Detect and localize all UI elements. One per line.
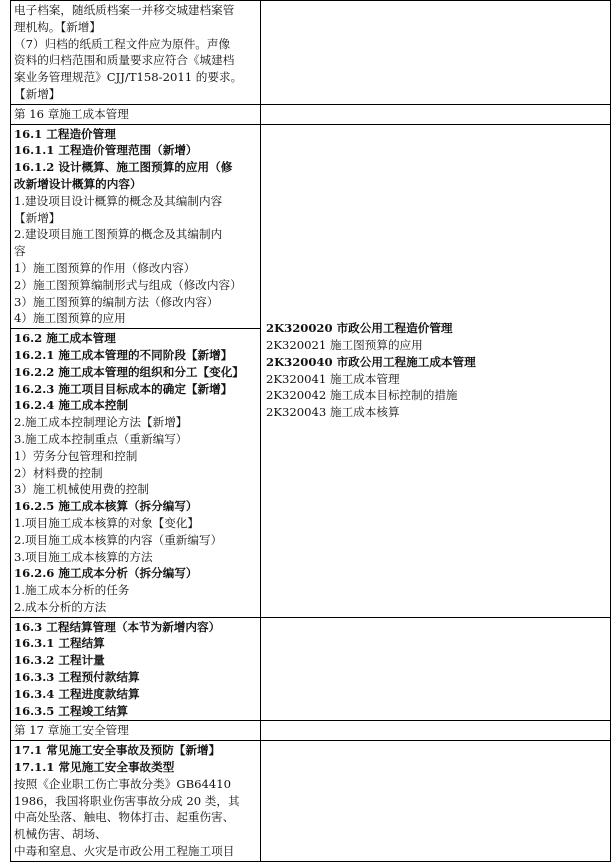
table-row-chapter-17 — [11, 721, 611, 741]
text-line: 16.2.6 施工成本分析（拆分编写） — [14, 566, 198, 581]
code-line: 2K320042 施工成本目标控制的措施 — [266, 388, 458, 403]
text-line: 16.3.3 工程预付款结算 — [14, 670, 140, 685]
text-line: 理机构。【新增】 — [14, 19, 101, 34]
table-row-intro — [11, 1, 611, 105]
text-line: 16.2.4 施工成本控制 — [14, 398, 128, 413]
text-line: 中毒和窒息、火灾是市政公用工程施工项目 — [14, 844, 235, 859]
text-line: 1.建设项目设计概算的概念及其编制内容 — [14, 193, 223, 208]
table-row-section-16-1 — [11, 124, 611, 329]
text-line: 1.项目施工成本核算的对象【变化】 — [14, 515, 199, 530]
text-line: 改新增设计概算的内容） — [14, 176, 142, 191]
code-line: 2K320020 市政公用工程造价管理 — [266, 321, 453, 336]
intro-cell — [11, 1, 261, 105]
text-line: 1.施工成本分析的任务 — [14, 583, 130, 598]
text-line: 1986，我国将职业伤害事故分成 20 类，其 — [14, 793, 240, 808]
text-line: 16.2 施工成本管理 — [14, 331, 116, 346]
text-line: 2.施工成本控制理论方法【新增】 — [14, 415, 188, 430]
section-16-2-cell — [11, 329, 261, 618]
section-17-1-right-cell — [261, 741, 611, 862]
text-line: 16.1.2 设计概算、施工图预算的应用（修 — [14, 160, 233, 175]
text-line: 容 — [14, 244, 26, 259]
text-line: 【新增】 — [14, 86, 61, 101]
section-16-3-cell — [11, 617, 261, 721]
text-line: 16.3.1 工程结算 — [14, 636, 105, 651]
text-line: 16.2.3 施工项目目标成本的确定【新增】 — [14, 381, 233, 396]
text-line: 2）材料费的控制 — [14, 465, 103, 480]
chapter-17-title: 第 17 章施工安全管理 — [11, 721, 261, 741]
text-line: 2.成本分析的方法 — [14, 599, 107, 614]
section-16-1-cell — [11, 124, 261, 329]
text-line: 电子档案，随纸质档案一并移交城建档案管 — [14, 3, 235, 17]
text-line: （7）归档的纸质工程文件应为原件。声像 — [14, 36, 231, 51]
section-16-3-right-cell — [261, 617, 611, 721]
text-line: 按照《企业职工伤亡事故分类》GB64410 — [14, 776, 231, 791]
text-line: 16.3.5 工程竣工结算 — [14, 703, 128, 718]
text-line: 机械伤害、胡场、 — [14, 827, 107, 842]
text-line: 16.1 工程造价管理 — [14, 126, 116, 141]
section-17-1-cell — [11, 741, 261, 862]
code-line: 2K320021 施工图预算的应用 — [266, 338, 423, 353]
code-line: 2K320041 施工成本管理 — [266, 371, 400, 386]
text-line: 2）施工图预算编制形式与组成（修改内容） — [14, 277, 242, 292]
text-line: 1）施工图预算的作用（修改内容） — [14, 260, 196, 275]
text-line: 3）施工图预算的编制方法（修改内容） — [14, 294, 219, 309]
table-row-section-16-3 — [11, 617, 611, 721]
text-line: 中高处坠落、触电、物体打击、起重伤害、 — [14, 810, 235, 825]
text-line: 16.2.5 施工成本核算（拆分编写） — [14, 499, 198, 514]
table-row-section-17-1 — [11, 741, 611, 862]
text-line: 16.3.4 工程进度款结算 — [14, 686, 140, 701]
intro-right-cell — [261, 1, 611, 105]
text-line: 1）劳务分包管理和控制 — [14, 448, 138, 463]
text-line: 资料的归档范围和质量要求应符合《城建档 — [14, 53, 235, 68]
text-line: 17.1.1 常见施工安全事故类型 — [14, 760, 175, 775]
text-line: 2.项目施工成本核算的内容（重新编写） — [14, 532, 223, 547]
text-line: 17.1 常见施工安全事故及预防【新增】 — [14, 743, 221, 758]
text-line: 3.项目施工成本核算的方法 — [14, 549, 153, 564]
table-row-chapter-16 — [11, 104, 611, 124]
right-codes-cell — [261, 124, 611, 617]
chapter-17-right-cell — [261, 721, 611, 741]
text-line: 16.3.2 工程计量 — [14, 653, 105, 668]
text-line: 3.施工成本控制重点（重新编写） — [14, 431, 188, 446]
content-table — [10, 0, 611, 862]
text-line: 4）施工图预算的应用 — [14, 311, 126, 326]
text-line: 16.3 工程结算管理（本节为新增内容） — [14, 619, 221, 634]
code-line: 2K320043 施工成本核算 — [266, 405, 400, 420]
chapter-16-title: 第 16 章施工成本管理 — [11, 104, 261, 124]
text-line: 16.2.1 施工成本管理的不同阶段【新增】 — [14, 347, 233, 362]
text-line: 3）施工机械使用费的控制 — [14, 482, 149, 497]
text-line: 16.2.2 施工成本管理的组织和分工【变化】 — [14, 364, 244, 379]
text-line: 2.建设项目施工图预算的概念及其编制内 — [14, 227, 223, 242]
text-line: 案业务管理规范》CJJ/T158-2011 的要求。 — [14, 70, 243, 85]
text-line: 16.1.1 工程造价管理范围（新增） — [14, 143, 198, 158]
text-line: 【新增】 — [14, 210, 61, 225]
chapter-16-right-cell — [261, 104, 611, 124]
code-line: 2K320040 市政公用工程施工成本管理 — [266, 354, 476, 369]
